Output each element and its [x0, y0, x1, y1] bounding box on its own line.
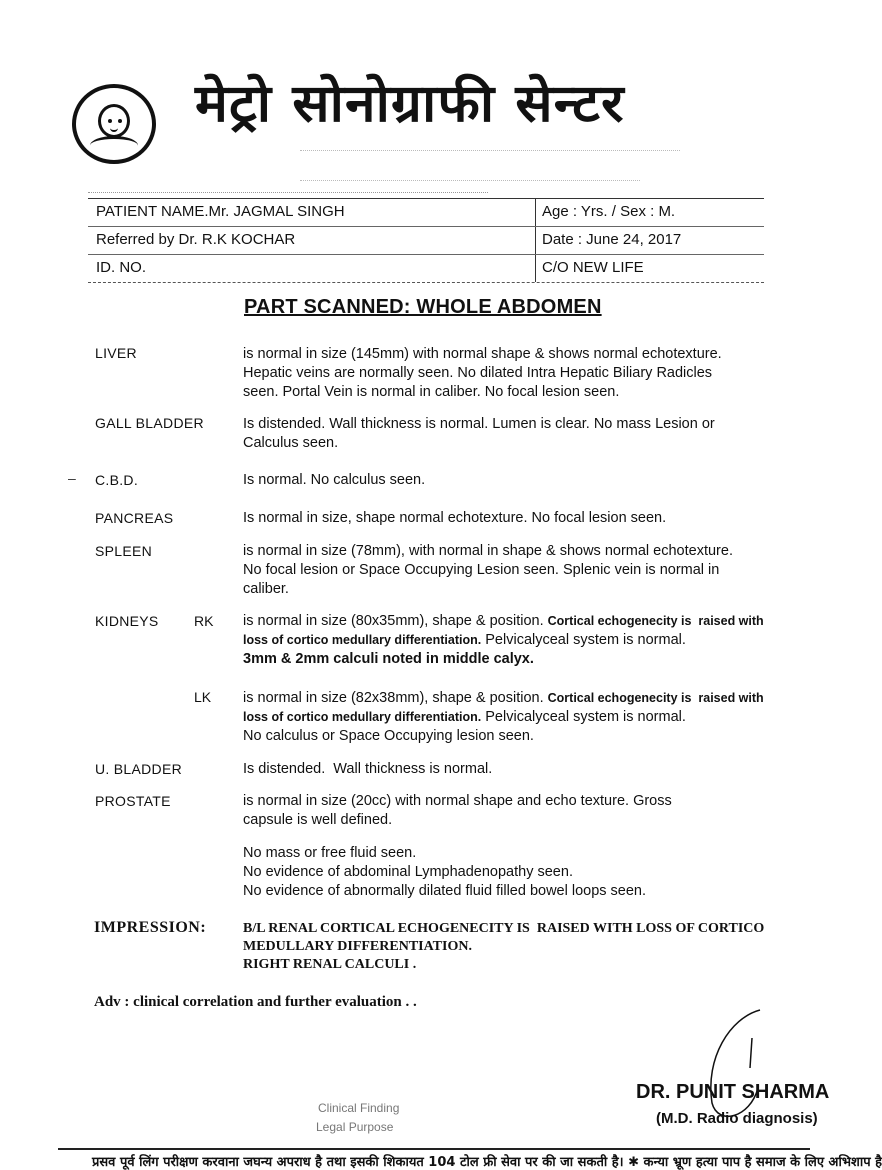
finding-right-kidney [243, 612, 813, 669]
logo-face [98, 104, 130, 138]
patient-row-referred [88, 227, 764, 255]
finding-urinary-bladder: Is distended. Wall thickness is normal. [243, 761, 493, 777]
lk-cmd: loss of cortico medullary differentiation. [243, 710, 482, 724]
right-kidney-label: RK [194, 613, 214, 629]
centre-name: मेट्रो सोनोग्राफी सेन्टर [195, 74, 625, 134]
rk-size: is normal in size (80x35mm), shape & position. [243, 613, 548, 629]
logo-eye-right [118, 119, 122, 123]
footer-note-clinical: Clinical Finding [318, 1101, 400, 1115]
impression-label: IMPRESSION: [94, 919, 207, 936]
organ-label-urinary-bladder: U. BLADDER [95, 761, 183, 777]
lk-size: is normal in size (82x38mm), shape & position. [243, 690, 548, 706]
finding-liver: is normal in size (145mm) with normal shape & shows normal echotexture. Hepatic veins are normally seen. No dilated Intra Hepatic Biliary Radicles seen. Portal Vein is normal in caliber. No focal lesion seen. [243, 346, 722, 400]
header-divider [88, 192, 488, 193]
organ-label-gall-bladder: GALL BLADDER [95, 415, 204, 431]
organ-label-cbd: C.B.D. [95, 472, 139, 488]
lk-cortical: Cortical echogenecity is raised with [547, 691, 764, 705]
organ-label-spleen: SPLEEN [95, 543, 153, 559]
advice-text: Adv : clinical correlation and further evaluation . . [94, 994, 417, 1010]
organ-label-pancreas: PANCREAS [95, 510, 174, 526]
finding-pancreas: Is normal in size, shape normal echotexture. No focal lesion seen. [243, 510, 667, 526]
logo-body [90, 136, 138, 155]
patient-row-name [88, 199, 764, 227]
organ-label-prostate: PROSTATE [95, 793, 171, 809]
impression-text: B/L RENAL CORTICAL ECHOGENECITY IS RAISED WITH LOSS OF CORTICO MEDULLARY DIFFERENTIATION. RIGHT RENAL CALCULI . [243, 921, 765, 972]
organ-label-kidneys: KIDNEYS [95, 613, 159, 629]
part-scanned-heading: PART SCANNED: WHOLE ABDOMEN [244, 296, 602, 318]
lk-pelvicalyceal: Pelvicalyceal system is normal. [481, 709, 686, 725]
organ-label-liver: LIVER [95, 345, 137, 361]
logo-eye-left [108, 119, 112, 123]
margin-dash: – [68, 470, 76, 486]
rk-pelvicalyceal: Pelvicalyceal system is normal. [481, 632, 686, 648]
report-date: Date : June 24, 2017 [542, 231, 682, 248]
rk-cortical: Cortical echogenecity is raised with [547, 614, 764, 628]
lk-no-calculus: No calculus or Space Occupying lesion seen. [243, 728, 534, 744]
faint-address-line-2 [300, 180, 640, 181]
care-of: C/O NEW LIFE [542, 259, 644, 276]
footer-note-legal: Legal Purpose [316, 1120, 394, 1134]
left-kidney-label: LK [194, 689, 212, 705]
rk-cmd: loss of cortico medullary differentiation. [243, 633, 482, 647]
referred-by: Referred by Dr. R.K KOCHAR [88, 227, 536, 254]
patient-row-id [88, 255, 764, 282]
rk-calculi: 3mm & 2mm calculi noted in middle calyx. [243, 651, 534, 667]
doctor-name: DR. PUNIT SHARMA [636, 1081, 830, 1103]
footer-divider [58, 1148, 810, 1150]
patient-name: PATIENT NAME.Mr. JAGMAL SINGH [88, 199, 536, 226]
footer-notice: प्रसव पूर्व लिंग परीक्षण करवाना जघन्य अपराध है तथा इसकी शिकायत 104 टोल फ्री सेवा पर की जा सकती है। ✱ कन्या भ्रूण हत्या पाप है समाज के लिए अभिशाप है [92, 1155, 882, 1170]
patient-age-sex: Age : Yrs. / Sex : M. [542, 203, 676, 220]
finding-cbd: Is normal. No calculus seen. [243, 472, 426, 488]
logo-mouth [110, 126, 118, 132]
finding-spleen: is normal in size (78mm), with normal in shape & shows normal echotexture. No focal lesion or Space Occupying Lesion seen. Splenic vein is normal in caliber. [243, 543, 733, 597]
finding-general: No mass or free fluid seen. No evidence of abdominal Lymphadenopathy seen. No evidence of abnormally dilated fluid filled bowel loops seen. [243, 845, 647, 899]
finding-gall-bladder: Is distended. Wall thickness is normal. Lumen is clear. No mass Lesion or Calculus seen. [243, 416, 715, 451]
faint-address-line-1 [300, 150, 680, 151]
finding-prostate: is normal in size (20cc) with normal shape and echo texture. Gross capsule is well defined. [243, 793, 672, 828]
patient-id: ID. NO. [88, 255, 536, 282]
finding-left-kidney [243, 689, 813, 746]
centre-logo [72, 84, 156, 164]
doctor-qualification: (M.D. Radio diagnosis) [656, 1110, 818, 1127]
patient-info-table [88, 198, 764, 283]
